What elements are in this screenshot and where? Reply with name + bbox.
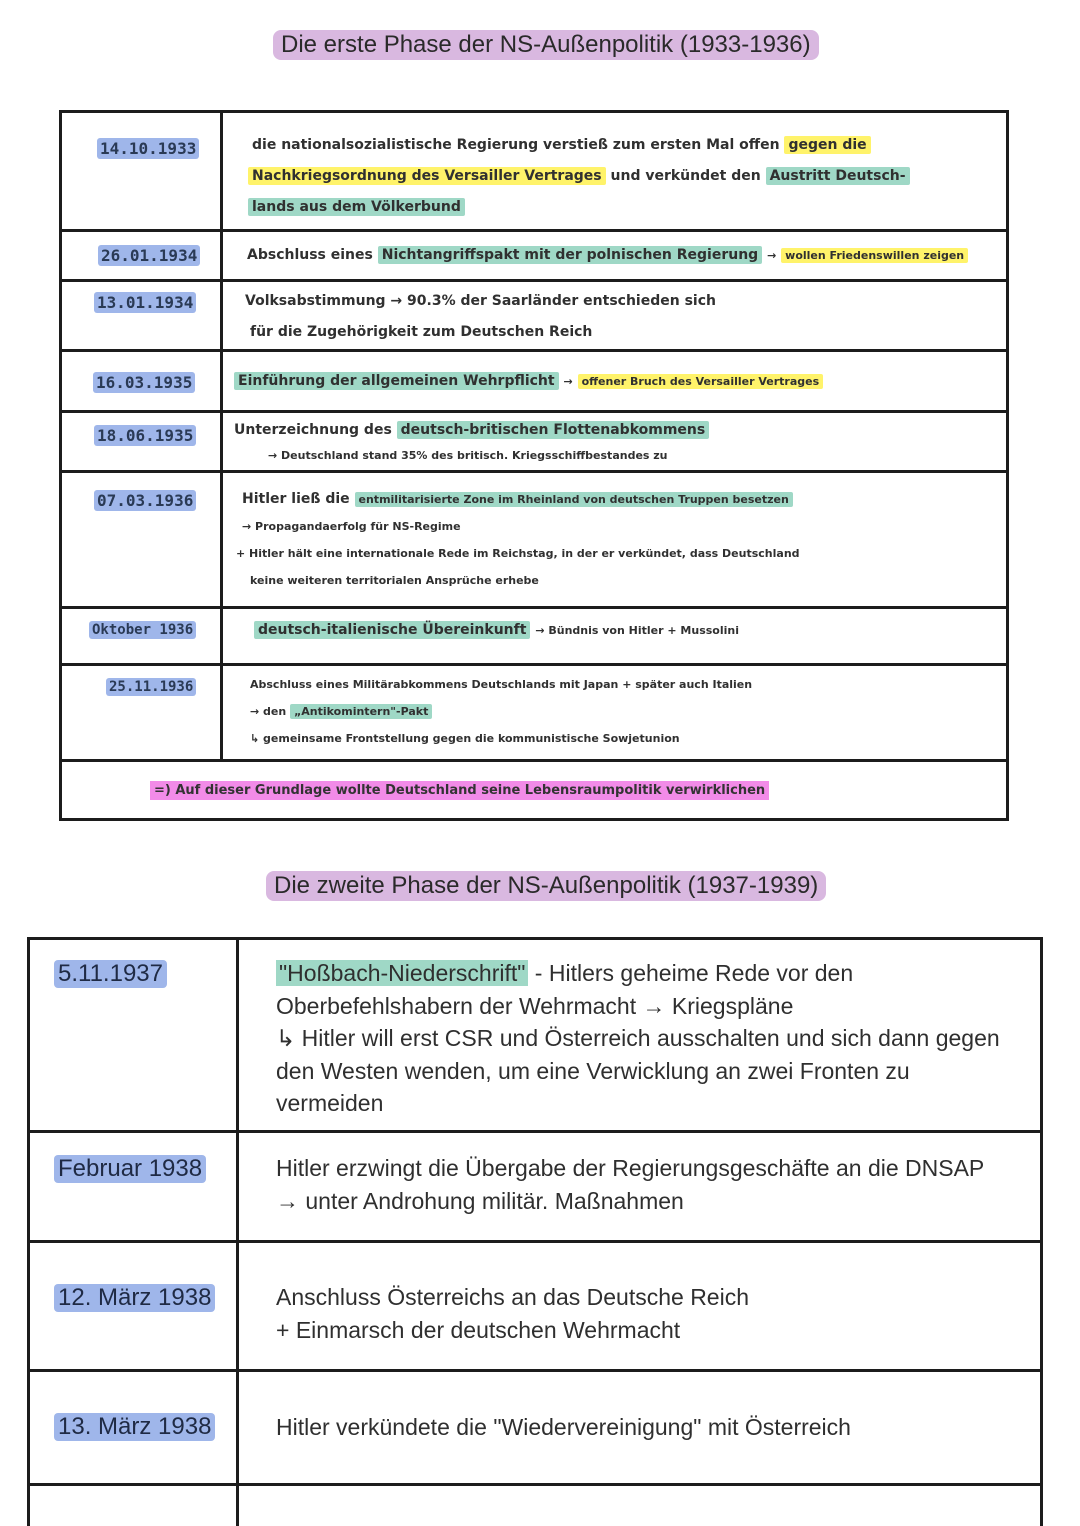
row-divider bbox=[62, 279, 1006, 282]
row-divider bbox=[62, 349, 1006, 352]
row-content: die nationalsozialistische Regierung verstieß zum ersten Mal offen gegen die Nachkriegsordnung des Versailler Vertrages und verkündet den Austritt Deutsch- lands aus dem Völkerbund bbox=[252, 130, 910, 223]
phase1-summary: =) Auf dieser Grundlage wollte Deutschland seine Lebensraumpolitik verwirklichen bbox=[150, 781, 769, 800]
row-content: "Hoßbach-Niederschrift" - Hitlers geheime Rede vor den Oberbefehlshabern der Wehrmacht → Kriegspläne ↳ Hitler will erst CSR und Österreich ausschalten und sich dann gegen den Westen wenden, um eine Verwicklung an zwei Fronten zu vermeiden bbox=[276, 960, 1000, 1116]
row-divider bbox=[62, 470, 1006, 473]
row-divider bbox=[62, 663, 1006, 666]
row-divider bbox=[62, 606, 1006, 609]
row-date: Februar 1938 bbox=[54, 1155, 206, 1183]
row-content: Unterzeichnung des deutsch-britischen Flottenabkommens → Deutschland stand 35% des britisch. Kriegsschiffbestandes zu bbox=[234, 417, 709, 469]
row-content: Hitler erzwingt die Übergabe der Regierungsgeschäfte an die DNSAP → unter Androhung militär. Maßnahmen bbox=[276, 1155, 985, 1214]
row-content: deutsch-italienische Übereinkunft → Bündnis von Hitler + Mussolini bbox=[254, 615, 739, 646]
row-content: Hitler ließ die entmilitarisierte Zone im Rheinland von deutschen Truppen besetzen → Propagandaerfolg für NS-Regime + Hitler hält eine internationale Rede im Reichstag, in der er verkündet, dass Deutschland keine weiteren territorialen Ansprüche erhebe bbox=[236, 491, 800, 587]
row-date: 5.11.1937 bbox=[54, 960, 167, 988]
row-date: 12. März 1938 bbox=[54, 1284, 215, 1312]
row-divider bbox=[62, 759, 1006, 762]
row-content: Volksabstimmung → 90.3% der Saarländer entschieden sich für die Zugehörigkeit zum Deutschen Reich bbox=[245, 293, 716, 340]
row-divider bbox=[30, 1483, 1040, 1486]
column-divider bbox=[236, 940, 239, 1526]
row-date: 16.03.1935 bbox=[93, 372, 195, 393]
row-content: Einführung der allgemeinen Wehrpflicht → offener Bruch des Versailler Vertrages bbox=[234, 366, 823, 397]
row-date: 13.01.1934 bbox=[94, 292, 196, 313]
phase2-table bbox=[27, 937, 1043, 1526]
row-divider bbox=[30, 1240, 1040, 1243]
row-date: 07.03.1936 bbox=[94, 490, 196, 511]
row-divider bbox=[30, 1369, 1040, 1372]
row-content: Abschluss eines Militärabkommens Deutschlands mit Japan + später auch Italien → den „Antikomintern"-Pakt ↳ gemeinsame Frontstellung gegen die kommunistische Sowjetunion bbox=[250, 678, 753, 745]
row-content: Abschluss eines Nichtangriffspakt mit der polnischen Regierung → wollen Friedenswillen zeigen bbox=[247, 240, 968, 271]
phase2-title: Die zweite Phase der NS-Außenpolitik (1937-1939) bbox=[266, 871, 826, 901]
row-divider bbox=[30, 1130, 1040, 1133]
row-date: Oktober 1936 bbox=[89, 621, 196, 639]
row-date: 26.01.1934 bbox=[98, 245, 200, 266]
phase1-title: Die erste Phase der NS-Außenpolitik (1933-1936) bbox=[273, 30, 819, 60]
phase1-table bbox=[59, 110, 1009, 821]
row-date: 14.10.1933 bbox=[97, 138, 199, 159]
row-content: Hitler verkündete die "Wiedervereinigung" mit Österreich bbox=[276, 1414, 851, 1440]
row-date: 18.06.1935 bbox=[94, 425, 196, 446]
row-date: 13. März 1938 bbox=[54, 1413, 215, 1441]
row-divider bbox=[62, 229, 1006, 232]
row-date: 25.11.1936 bbox=[106, 678, 196, 696]
row-content: Anschluss Österreichs an das Deutsche Reich + Einmarsch der deutschen Wehrmacht bbox=[276, 1284, 749, 1343]
row-divider bbox=[62, 410, 1006, 413]
